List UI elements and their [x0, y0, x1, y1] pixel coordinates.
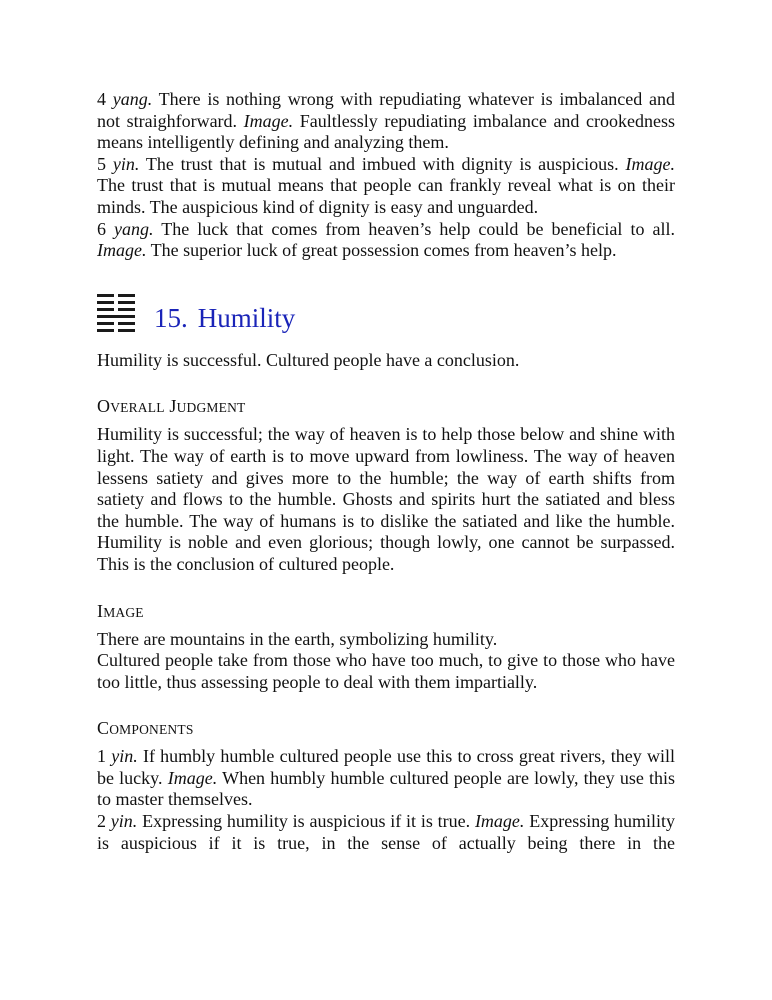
hexagram-15-qian-icon	[97, 294, 135, 332]
line-type: yang.	[114, 218, 154, 239]
chapter-intro: Humility is successful. Cultured people have a conclusion.	[97, 349, 520, 370]
line-number: 4	[97, 89, 106, 109]
line-type: yin.	[112, 153, 140, 174]
hexagram-line-3	[97, 315, 135, 318]
component-line-4	[97, 89, 675, 154]
image-label: Image.	[474, 811, 525, 832]
hexagram-line-2	[97, 322, 135, 325]
chapter-name: Humility	[197, 302, 296, 333]
image-label: Image.	[97, 240, 147, 261]
image-text: The trust that is mutual means that people can frankly reveal what is on their minds. The auspicious kind of dignity is easy and unguarded.	[97, 175, 675, 217]
image-line-1: There are mountains in the earth, symbolizing humility.	[97, 628, 498, 649]
line-number: 5	[97, 153, 106, 174]
component-line-1	[97, 746, 675, 811]
hexagram-line-6	[97, 294, 135, 297]
hexagram-line-1	[97, 329, 135, 332]
chapter-heading	[97, 293, 675, 335]
image-text: When humbly humble cultured people are lowly, they use this to master themselves.	[97, 767, 676, 810]
component-line-6	[97, 219, 675, 262]
image-label: Image.	[167, 767, 218, 788]
image-line-2: Cultured people take from those who have too much, to give to those who have too little, thus assessing people to deal with them impartially.	[97, 650, 675, 692]
line-number: 6	[97, 218, 106, 239]
document-page	[97, 89, 675, 854]
chapter-number: 15.	[154, 302, 188, 333]
hexagram-line-5	[97, 301, 135, 304]
line-text: The luck that comes from heaven’s help could be beneficial to all.	[161, 218, 675, 239]
line-text: Expressing humility is auspicious if it is true.	[142, 811, 471, 832]
line-text: If humbly humble cultured people use this to cross great rivers, they will be lucky.	[97, 746, 676, 788]
overall-judgment-text: Humility is successful; the way of heaven is to help those below and shine with light. The way of earth is to move upward from lowliness. The way of heaven lessens satiety and gives more to the humble; the way of earth shifts from satiety and flows to the humble. Ghosts and spirits hurt the satiated and bless the humble. The way of humans is to dislike the satiated and like the humble. Humility is noble and even glorious; though lowly, one cannot be surpassed. This is the conclusion of cultured people.	[97, 424, 675, 574]
section-heading-image: IMAGE	[97, 600, 144, 621]
line-type: yin.	[110, 811, 138, 832]
section-heading-components: COMPONENTS	[97, 718, 194, 739]
hexagram-line-4	[97, 308, 135, 311]
line-type: yang.	[112, 89, 153, 109]
line-type: yin.	[111, 746, 138, 767]
image-label: Image.	[243, 110, 294, 131]
line-text: There is nothing wrong with repudiating whatever is imbalanced and not straighforward.	[97, 89, 675, 131]
image-text: Faultlessly repudiating imbalance and crookedness means intelligently defining and analyzing them.	[97, 110, 675, 153]
section-heading-overall-judgment: OVERALL JUDGMENT	[97, 396, 246, 417]
image-text: The superior luck of great possession comes from heaven’s help.	[150, 240, 617, 261]
line-number: 1	[97, 746, 106, 767]
component-line-2	[97, 811, 675, 854]
component-line-5	[97, 154, 675, 219]
image-text: Expressing humility is auspicious if it is true, in the sense of actually being there in the	[97, 811, 676, 853]
line-number: 2	[97, 811, 106, 832]
previous-components	[97, 89, 675, 262]
chapter-title	[154, 303, 295, 333]
line-text: The trust that is mutual and imbued with dignity is auspicious.	[145, 153, 619, 174]
image-label: Image.	[625, 153, 675, 174]
